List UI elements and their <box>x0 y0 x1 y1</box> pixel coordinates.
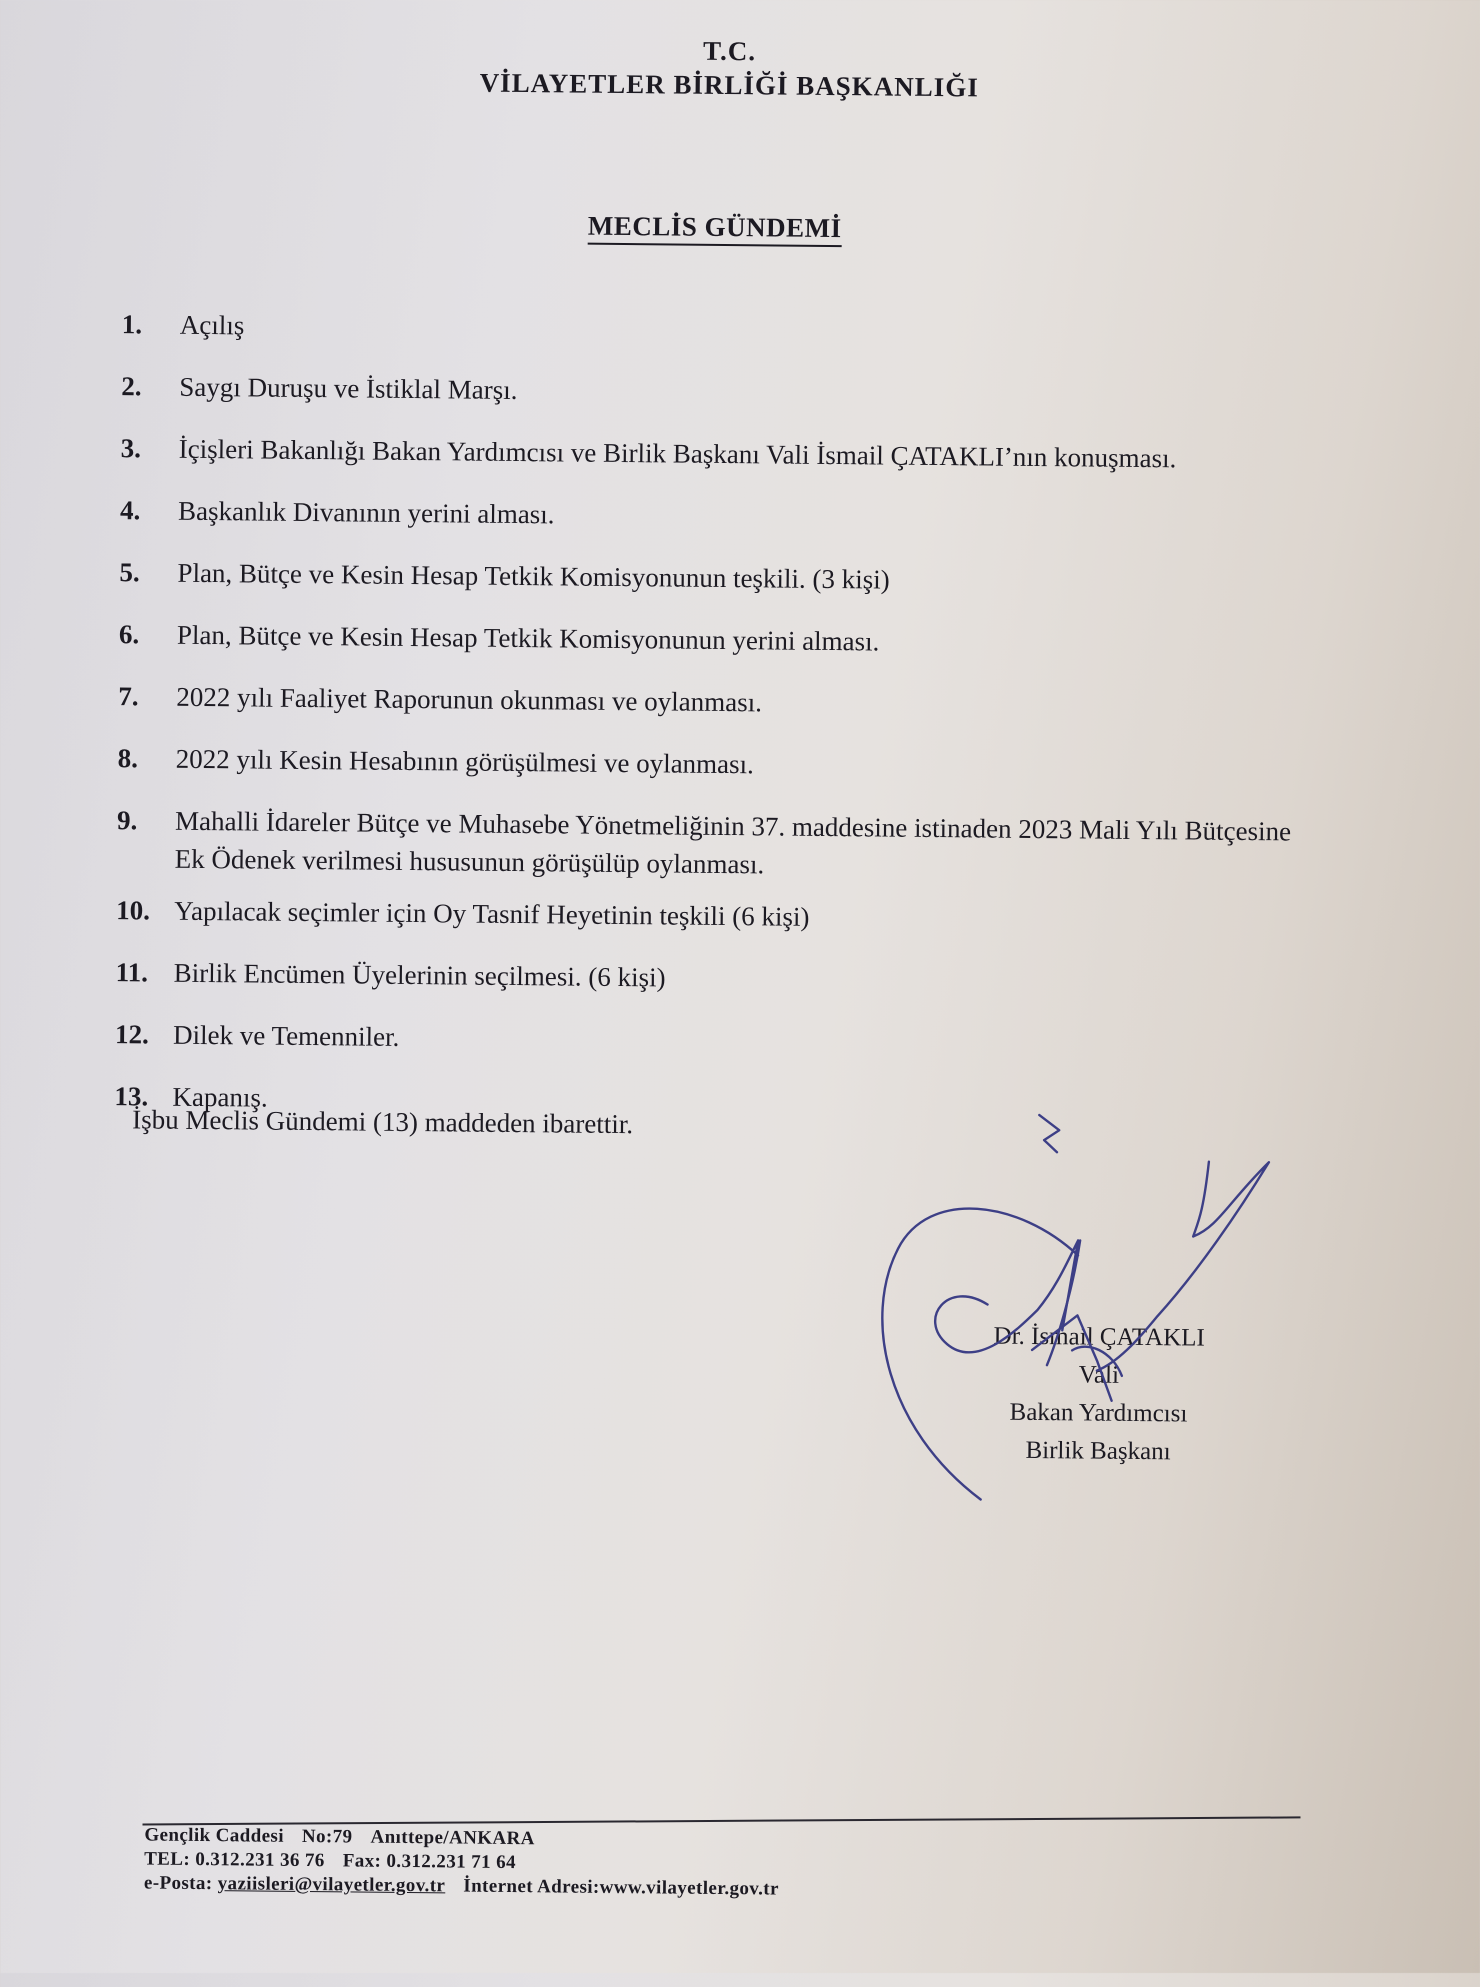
agenda-item-text: Açılış <box>179 309 245 341</box>
agenda-item-number: 3. <box>120 433 142 464</box>
agenda-item-number: 6. <box>118 619 140 650</box>
agenda-list <box>114 305 1302 1150</box>
signatory-role: Birlik Başkanı <box>1025 1436 1171 1466</box>
footer-email-link[interactable]: yaziisleri@vilayetler.gov.tr <box>217 1873 446 1897</box>
agenda-item-number: 2. <box>121 371 142 402</box>
footer <box>144 1823 780 1901</box>
agenda-item-number: 10. <box>116 895 151 926</box>
agenda-item-number: 12. <box>114 1019 149 1050</box>
agenda-item-text: Birlik Encümen Üyelerinin seçilmesi. (6 kişi) <box>173 957 666 993</box>
agenda-item-text: Plan, Bütçe ve Kesin Hesap Tetkik Komisyonunun yerini alması. <box>176 619 880 657</box>
agenda-item-number: 9. <box>116 805 138 836</box>
footer-contact <box>144 1871 779 1901</box>
footer-web-address[interactable]: İnternet Adresi:www.vilayetler.gov.tr <box>463 1875 780 1900</box>
agenda-item-text: İçişleri Bakanlığı Bakan Yardımcısı ve Birlik Başkanı Vali İsmail ÇATAKLI’nın konuşması. <box>178 433 1177 474</box>
agenda-item <box>119 615 1299 664</box>
footer-street: Gençlik Caddesi <box>144 1824 285 1847</box>
agenda-item <box>121 367 1301 416</box>
footer-fax: Fax: 0.312.231 71 64 <box>342 1850 517 1874</box>
agenda-item-text: Plan, Bütçe ve Kesin Hesap Tetkik Komisyonunun teşkili. (3 kişi) <box>177 557 890 595</box>
footer-tel: TEL: 0.312.231 36 76 <box>144 1848 325 1872</box>
footer-email-label: e-Posta: <box>143 1872 213 1895</box>
closing-statement: İşbu Meclis Gündemi (13) maddeden ibarettir. <box>132 1104 634 1140</box>
agenda-item <box>118 677 1298 726</box>
letterhead-line1: T.C. <box>702 35 757 67</box>
agenda-item-text: Dilek ve Temenniler. <box>172 1019 400 1052</box>
document-title: MECLİS GÜNDEMİ <box>588 211 842 247</box>
agenda-item <box>120 491 1300 540</box>
agenda-item-text: Mahalli İdareler Bütçe ve Muhasebe Yönetmeliğinin 37. maddesine istinaden 2023 Mali Yılı Bütçesine Ek Ödenek verilmesi hususunun görüşülüp oylanması. <box>174 805 1292 880</box>
signatory-role: Bakan Yardımcısı <box>1009 1398 1188 1428</box>
agenda-item-text: Başkanlık Divanının yerini alması. <box>177 495 555 530</box>
agenda-item-number: 7. <box>118 681 139 712</box>
agenda-item-text: 2022 yılı Faaliyet Raporunun okunması ve oylanması. <box>176 681 763 718</box>
agenda-item-number: 5. <box>119 557 140 588</box>
signatory-name: Dr. İsmail ÇATAKLI <box>993 1322 1205 1352</box>
agenda-item <box>115 953 1295 1002</box>
agenda-item-number: 11. <box>115 957 149 988</box>
agenda-item-text: Yapılacak seçimler için Oy Tasnif Heyetinin teşkili (6 kişi) <box>174 895 810 932</box>
agenda-item-number: 4. <box>119 495 141 526</box>
signatory-role: Vali <box>1078 1361 1120 1389</box>
agenda-item <box>118 739 1298 788</box>
agenda-item-number: 13. <box>114 1081 149 1112</box>
letterhead-line2: VİLAYETLER BİRLİĞİ BAŞKANLIĞI <box>479 67 979 103</box>
letterhead <box>0 28 1460 110</box>
agenda-item-number: 8. <box>117 743 139 774</box>
agenda-item <box>117 801 1298 888</box>
agenda-item <box>121 429 1301 478</box>
agenda-item-number: 1. <box>121 309 143 340</box>
agenda-item <box>116 891 1296 940</box>
agenda-item-text: Kapanış. <box>172 1081 268 1113</box>
agenda-item <box>115 1015 1295 1064</box>
agenda-item <box>119 553 1299 602</box>
agenda-item-text: 2022 yılı Kesin Hesabının görüşülmesi ve oylanması. <box>175 743 755 780</box>
footer-divider <box>143 1816 1301 1825</box>
agenda-item <box>122 305 1302 354</box>
footer-district: Anıttepe/ANKARA <box>370 1826 535 1850</box>
footer-number: No:79 <box>301 1825 353 1848</box>
agenda-item-text: Saygı Duruşu ve İstiklal Marşı. <box>179 371 518 405</box>
handwritten-signature <box>865 1098 1309 1522</box>
